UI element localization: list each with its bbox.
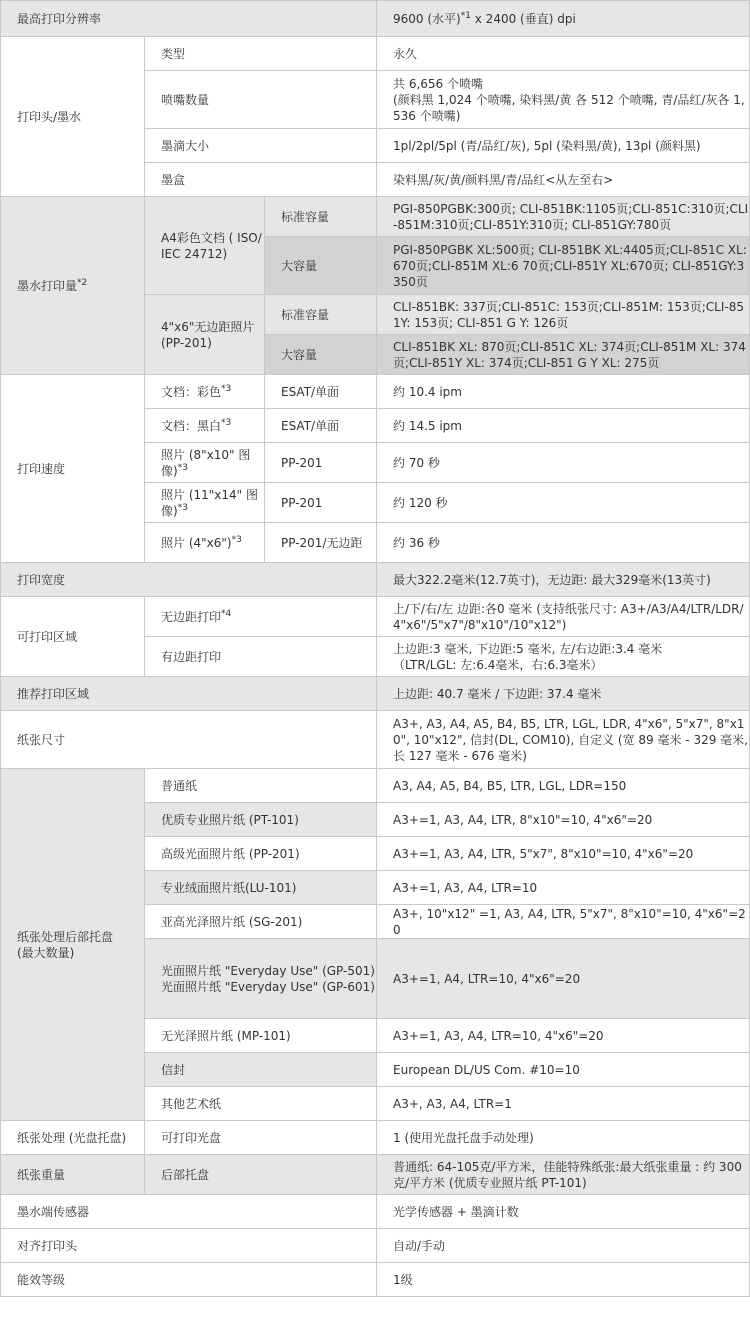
- resolution-value: 9600 (水平)$^{*1}$ x 2400 (垂直) dpi: [377, 1, 750, 37]
- energy-label: 能效等级: [1, 1263, 377, 1297]
- head-type-label: 类型: [145, 37, 377, 71]
- width-label: 打印宽度: [1, 563, 377, 597]
- yield-photo-xl-label: 大容量: [265, 335, 377, 375]
- speed-r3-mode: PP-201: [265, 443, 377, 483]
- tray-item-label: 普通纸: [145, 769, 377, 803]
- area-borderless-label: 无边距打印$^{*4}$: [145, 597, 377, 637]
- head-nozzle-label: 喷嘴数量: [145, 71, 377, 129]
- speed-r3-label: 照片 (8"x10" 图像)$^{*3}$: [145, 443, 265, 483]
- head-nozzle-value: 共 6,656 个喷嘴 (颜料黑 1,024 个喷嘴, 染料黑/黄 各 512 个喷嘴, 青/品红/灰各 1,536 个喷嘴): [377, 71, 750, 129]
- yield-label: 墨水打印量$^{*2}$: [1, 197, 145, 375]
- speed-label: 打印速度: [1, 375, 145, 563]
- yield-a4-xl-label: 大容量: [265, 237, 377, 295]
- tray-item-label: 光面照片纸 "Everyday Use" (GP-501) 光面照片纸 "Everyday Use" (GP-601): [145, 939, 377, 1019]
- yield-a4-xl-value: PGI-850PGBK XL:500页; CLI-851BK XL:4405页;CLI-851C XL:670页;CLI-851M XL:6 70页;CLI-851Y XL:670页; CLI-851GY:3350页: [377, 237, 750, 295]
- weight-value: 普通纸: 64-105克/平方米，佳能特殊纸张:最大纸张重量 : 约 300克/平方米 (优质专业照片纸 PT-101): [377, 1155, 750, 1195]
- row-paper-size: [1, 711, 750, 769]
- tray-item-value: A3+=1, A3, A4, LTR, 8"x10"=10, 4"x6"=20: [377, 803, 750, 837]
- align-label: 对齐打印头: [1, 1229, 377, 1263]
- resolution-label: 最高打印分辨率: [1, 1, 377, 37]
- align-value: 自动/手动: [377, 1229, 750, 1263]
- head-cart-label: 墨盒: [145, 163, 377, 197]
- speed-r4-label: 照片 (11"x14" 图像)$^{*3}$: [145, 483, 265, 523]
- row-print-width: [1, 563, 750, 597]
- area-label: 可打印区域: [1, 597, 145, 677]
- recommended-value: 上边距: 40.7 毫米 / 下边距: 37.4 毫米: [377, 677, 750, 711]
- tray-item-label: 优质专业照片纸 (PT-101): [145, 803, 377, 837]
- paper-size-value: A3+, A3, A4, A5, B4, B5, LTR, LGL, LDR, 4"x6", 5"x7", 8"x10", 10"x12", 信封(DL, COM10), 自定义 (宽 89 毫米 - 329 毫米, 长 127 毫米 - 676 毫米): [377, 711, 750, 769]
- speed-r5-label: 照片 (4"x6")$^{*3}$: [145, 523, 265, 563]
- row-tray-plain: [1, 769, 750, 803]
- yield-a4-label: A4彩色文档 ( ISO/IEC 24712): [145, 197, 265, 295]
- weight-label: 纸张重量: [1, 1155, 145, 1195]
- speed-r1-label: 文档：彩色$^{*3}$: [145, 375, 265, 409]
- speed-r5-mode: PP-201/无边距: [265, 523, 377, 563]
- disc-value: 1 (使用光盘托盘手动处理): [377, 1121, 750, 1155]
- energy-value: 1级: [377, 1263, 750, 1297]
- speed-r4-mode: PP-201: [265, 483, 377, 523]
- speed-r2-value: 约 14.5 ipm: [377, 409, 750, 443]
- row-disc-tray: [1, 1121, 750, 1155]
- tray-item-value: A3+=1, A3, A4, LTR=10: [377, 871, 750, 905]
- tray-item-value: A3+=1, A3, A4, LTR, 5"x7", 8"x10"=10, 4"x6"=20: [377, 837, 750, 871]
- row-speed-color: [1, 375, 750, 409]
- row-resolution: [1, 1, 750, 37]
- paper-size-label: 纸张尺寸: [1, 711, 377, 769]
- speed-r2-label: 文档：黑白$^{*3}$: [145, 409, 265, 443]
- weight-sub: 后部托盘: [145, 1155, 377, 1195]
- head-label: 打印头/墨水: [1, 37, 145, 197]
- head-droplet-label: 墨滴大小: [145, 129, 377, 163]
- area-bordered-value: 上边距:3 毫米, 下边距:5 毫米, 左/右边距:3.4 毫米 （LTR/LGL: 左:6.4毫米，右:6.3毫米）: [377, 637, 750, 677]
- row-recommended-area: [1, 677, 750, 711]
- tray-item-label: 亚高光泽照片纸 (SG-201): [145, 905, 377, 939]
- tray-item-label: 信封: [145, 1053, 377, 1087]
- yield-photo-label: 4"x6"无边距照片 (PP-201): [145, 295, 265, 375]
- yield-photo-std-value: CLI-851BK: 337页;CLI-851C: 153页;CLI-851M: 153页;CLI-851Y: 153页; CLI-851 G Y: 126页: [377, 295, 750, 335]
- row-head-alignment: [1, 1229, 750, 1263]
- tray-item-label: 专业绒面照片纸(LU-101): [145, 871, 377, 905]
- area-bordered-label: 有边距打印: [145, 637, 377, 677]
- tray-item-value: A3+, 10"x12" =1, A3, A4, LTR, 5"x7", 8"x10"=10, 4"x6"=20: [377, 905, 750, 939]
- yield-photo-xl-value: CLI-851BK XL: 870页;CLI-851C XL: 374页;CLI-851M XL: 374页;CLI-851Y XL: 374页;CLI-851 G Y XL: 275页: [377, 335, 750, 375]
- speed-r3-value: 约 70 秒: [377, 443, 750, 483]
- speed-r1-value: 约 10.4 ipm: [377, 375, 750, 409]
- footnote-1: *1: [460, 10, 471, 21]
- row-head-type: [1, 37, 750, 71]
- tray-item-value: A3+, A3, A4, LTR=1: [377, 1087, 750, 1121]
- speed-r1-mode: ESAT/单面: [265, 375, 377, 409]
- disc-label: 纸张处理 (光盘托盘): [1, 1121, 145, 1155]
- ink-sensor-value: 光学传感器 + 墨滴计数: [377, 1195, 750, 1229]
- speed-r4-value: 约 120 秒: [377, 483, 750, 523]
- disc-sub: 可打印光盘: [145, 1121, 377, 1155]
- row-ink-sensor: [1, 1195, 750, 1229]
- row-area-borderless: [1, 597, 750, 637]
- area-borderless-value: 上/下/右/左 边距:各0 毫米 (支持纸张尺寸: A3+/A3/A4/LTR/LDR/4"x6"/5"x7"/8"x10"/10"x12"): [377, 597, 750, 637]
- ink-sensor-label: 墨水端传感器: [1, 1195, 377, 1229]
- footnote-2: *2: [77, 277, 88, 288]
- tray-item-label: 高级光面照片纸 (PP-201): [145, 837, 377, 871]
- recommended-label: 推荐打印区域: [1, 677, 377, 711]
- speed-r2-mode: ESAT/单面: [265, 409, 377, 443]
- head-cart-value: 染料黑/灰/黄/颜料黑/青/品红<从左至右>: [377, 163, 750, 197]
- yield-a4-std-value: PGI-850PGBK:300页; CLI-851BK:1105页;CLI-851C:310页;CLI-851M:310页;CLI-851Y:310页; CLI-851GY:780页: [377, 197, 750, 237]
- yield-a4-std-label: 标准容量: [265, 197, 377, 237]
- head-type-value: 永久: [377, 37, 750, 71]
- row-energy-grade: [1, 1263, 750, 1297]
- tray-item-value: European DL/US Com. #10=10: [377, 1053, 750, 1087]
- yield-photo-std-label: 标准容量: [265, 295, 377, 335]
- footnote-4: *4: [221, 608, 232, 619]
- tray-label: 纸张处理后部托盘 (最大数量): [1, 769, 145, 1121]
- tray-item-value: A3, A4, A5, B4, B5, LTR, LGL, LDR=150: [377, 769, 750, 803]
- tray-item-value: A3+=1, A4, LTR=10, 4"x6"=20: [377, 939, 750, 1019]
- tray-item-value: A3+=1, A3, A4, LTR=10, 4"x6"=20: [377, 1019, 750, 1053]
- width-value: 最大322.2毫米(12.7英寸)，无边距: 最大329毫米(13英寸): [377, 563, 750, 597]
- tray-item-label: 无光泽照片纸 (MP-101): [145, 1019, 377, 1053]
- row-yield-a4-std: [1, 197, 750, 237]
- row-paper-weight: [1, 1155, 750, 1195]
- tray-item-label: 其他艺术纸: [145, 1087, 377, 1121]
- head-droplet-value: 1pl/2pl/5pl (青/品红/灰), 5pl (染料黑/黄), 13pl (颜料黑): [377, 129, 750, 163]
- speed-r5-value: 约 36 秒: [377, 523, 750, 563]
